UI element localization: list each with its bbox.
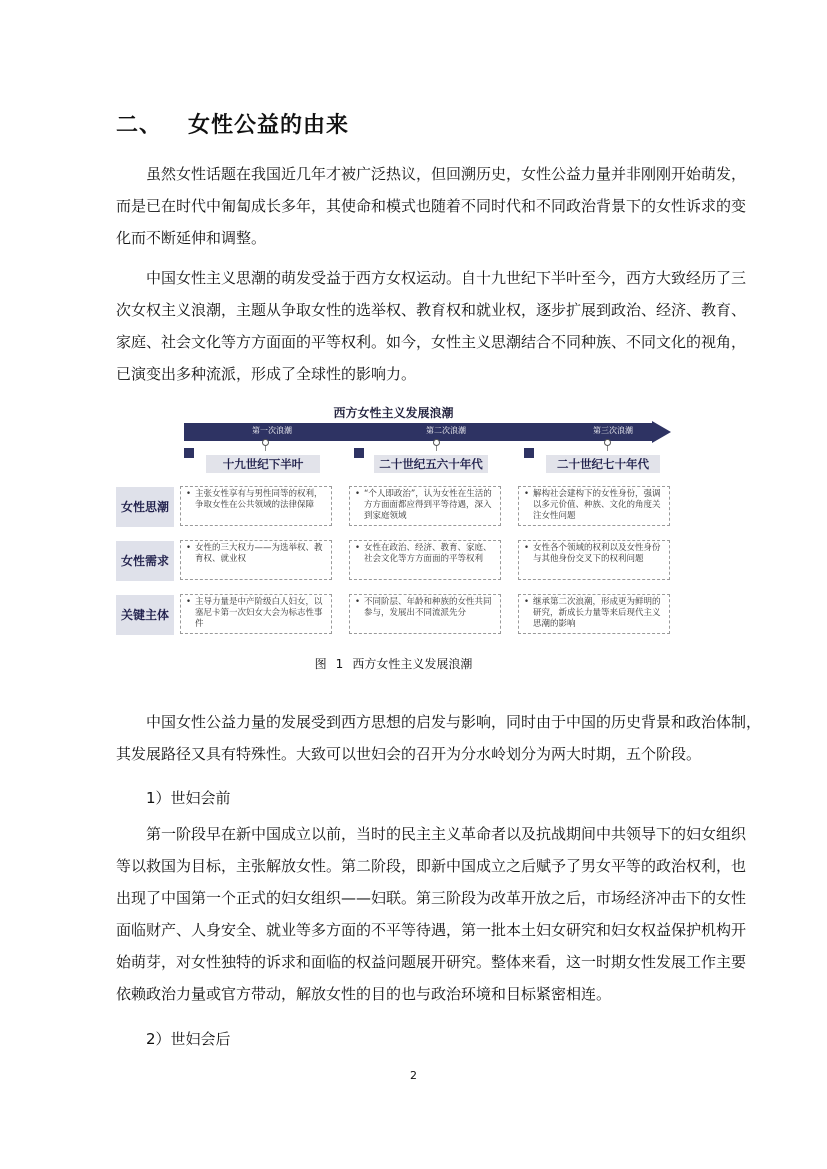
- wave-label: 第二次浪潮: [426, 426, 466, 435]
- caption-prefix: 图: [314, 657, 327, 671]
- era-label: 二十世纪七十年代: [546, 455, 660, 473]
- text-line: 化而不断延伸和调整。: [116, 229, 267, 247]
- caption-number: 1: [335, 657, 344, 671]
- era-label: 二十世纪五六十年代: [374, 455, 488, 473]
- row-label: 关键主体: [116, 595, 174, 635]
- figure-cell: • 女性各个领域的权利以及女性身份与其他身份交叉下的权利问题: [518, 540, 670, 580]
- wave-figure: [116, 400, 671, 671]
- paragraph-3: [116, 706, 762, 770]
- caption-text: 西方女性主义发展浪潮: [352, 657, 473, 671]
- paragraph-2: [116, 262, 747, 390]
- section-heading: [116, 108, 349, 139]
- figure-cell: • 解构社会建构下的女性身份，强调以多元价值、种族、文化的角度关注女性问题: [518, 486, 670, 526]
- text-line: 面临财产、人身安全、就业等多方面的不平等待遇，第一批本土妇女研究和妇女权益保护机构开: [116, 921, 747, 939]
- figure-cell: • “个人即政治”，认为女性在生活的方方面面都应得到平等待遇，深入到家庭领域: [349, 486, 501, 526]
- era-marker: [524, 448, 534, 458]
- era-label: 十九世纪下半叶: [206, 455, 320, 473]
- wave-label: 第三次浪潮: [593, 426, 633, 435]
- text-line: 依赖政治力量或官方带动，解放女性的目的也与政治环境和目标紧密相连。: [116, 985, 612, 1003]
- wave-label: 第一次浪潮: [252, 426, 292, 435]
- figure-caption: [116, 655, 671, 672]
- era-marker: [184, 448, 194, 458]
- text-line: 次女权主义浪潮，主题从争取女性的选举权、教育权和就业权，逐步扩展到政治、经济、教育、: [116, 301, 747, 319]
- text-line: 其发展路径又具有特殊性。大致可以世妇会的召开为分水岭划分为两大时期，五个阶段。: [116, 745, 702, 763]
- text-line: 而是已在时代中匍匐成长多年，其使命和模式也随着不同时代和不同政治背景下的女性诉求的变: [116, 197, 747, 215]
- figure-cell: • 主导力量是中产阶级白人妇女，以塞尼卡第一次妇女大会为标志性事件: [180, 594, 332, 634]
- text-line: 虽然女性话题在我国近几年才被广泛热议，但回溯历史，女性公益力量并非刚刚开始萌发，: [146, 165, 747, 183]
- figure-cell: • 继承第二次浪潮，形成更为鲜明的研究，新成长力量等来后现代主义思潮的影响: [518, 594, 670, 634]
- section-number: 二、: [116, 113, 163, 138]
- text-line: 出现了中国第一个正式的妇女组织——妇联。第三阶段为改革开放之后，市场经济冲击下的女性: [116, 889, 747, 907]
- text-line: 第一阶段早在新中国成立以前，当时的民主主义革命者以及抗战期间中共领导下的妇女组织: [146, 825, 747, 843]
- timeline-pin-dot: [262, 439, 269, 446]
- era-marker: [354, 448, 364, 458]
- row-label: 女性思潮: [116, 487, 174, 527]
- text-line: 中国女性主义思潮的萌发受益于西方女权运动。自十九世纪下半叶至今，西方大致经历了三: [146, 269, 747, 287]
- timeline-pin-dot: [604, 439, 611, 446]
- paragraph-1: [116, 158, 747, 254]
- paragraph-4: [116, 818, 747, 1010]
- subheading-2: 2）世妇会后: [146, 1030, 231, 1048]
- row-label: 女性需求: [116, 541, 174, 581]
- section-title: 女性公益的由来: [188, 113, 350, 138]
- figure-cell: • 女性在政治、经济、教育、家庭、社会文化等方方面面的平等权利: [349, 540, 501, 580]
- figure-cell: • 不同阶层、年龄和种族的女性共同参与，发展出不同流派先分: [349, 594, 501, 634]
- text-line: 始萌芽，对女性独特的诉求和面临的权益问题展开研究。整体来看，这一时期女性发展工作主要: [116, 953, 747, 971]
- page-number: 2: [410, 1069, 417, 1082]
- text-line: 等以救国为目标，主张解放女性。第二阶段，即新中国成立之后赋予了男女平等的政治权利，也: [116, 857, 747, 875]
- figure-cell: • 主张女性享有与男性同等的权利，争取女性在公共领域的法律保障: [180, 486, 332, 526]
- text-line: 已演变出多种流派，形成了全球性的影响力。: [116, 365, 417, 383]
- figure-title: 西方女性主义发展浪潮: [333, 406, 454, 420]
- text-line: 中国女性公益力量的发展受到西方思想的启发与影响，同时由于中国的历史背景和政治体制，: [146, 713, 762, 731]
- text-line: 家庭、社会文化等方方面面的平等权利。如今，女性主义思潮结合不同种族、不同文化的视角，: [116, 333, 747, 351]
- figure-cell: • 女性的三大权力——为选举权、教育权、就业权: [180, 540, 332, 580]
- subheading-1: 1）世妇会前: [146, 789, 231, 807]
- timeline-pin-dot: [433, 439, 440, 446]
